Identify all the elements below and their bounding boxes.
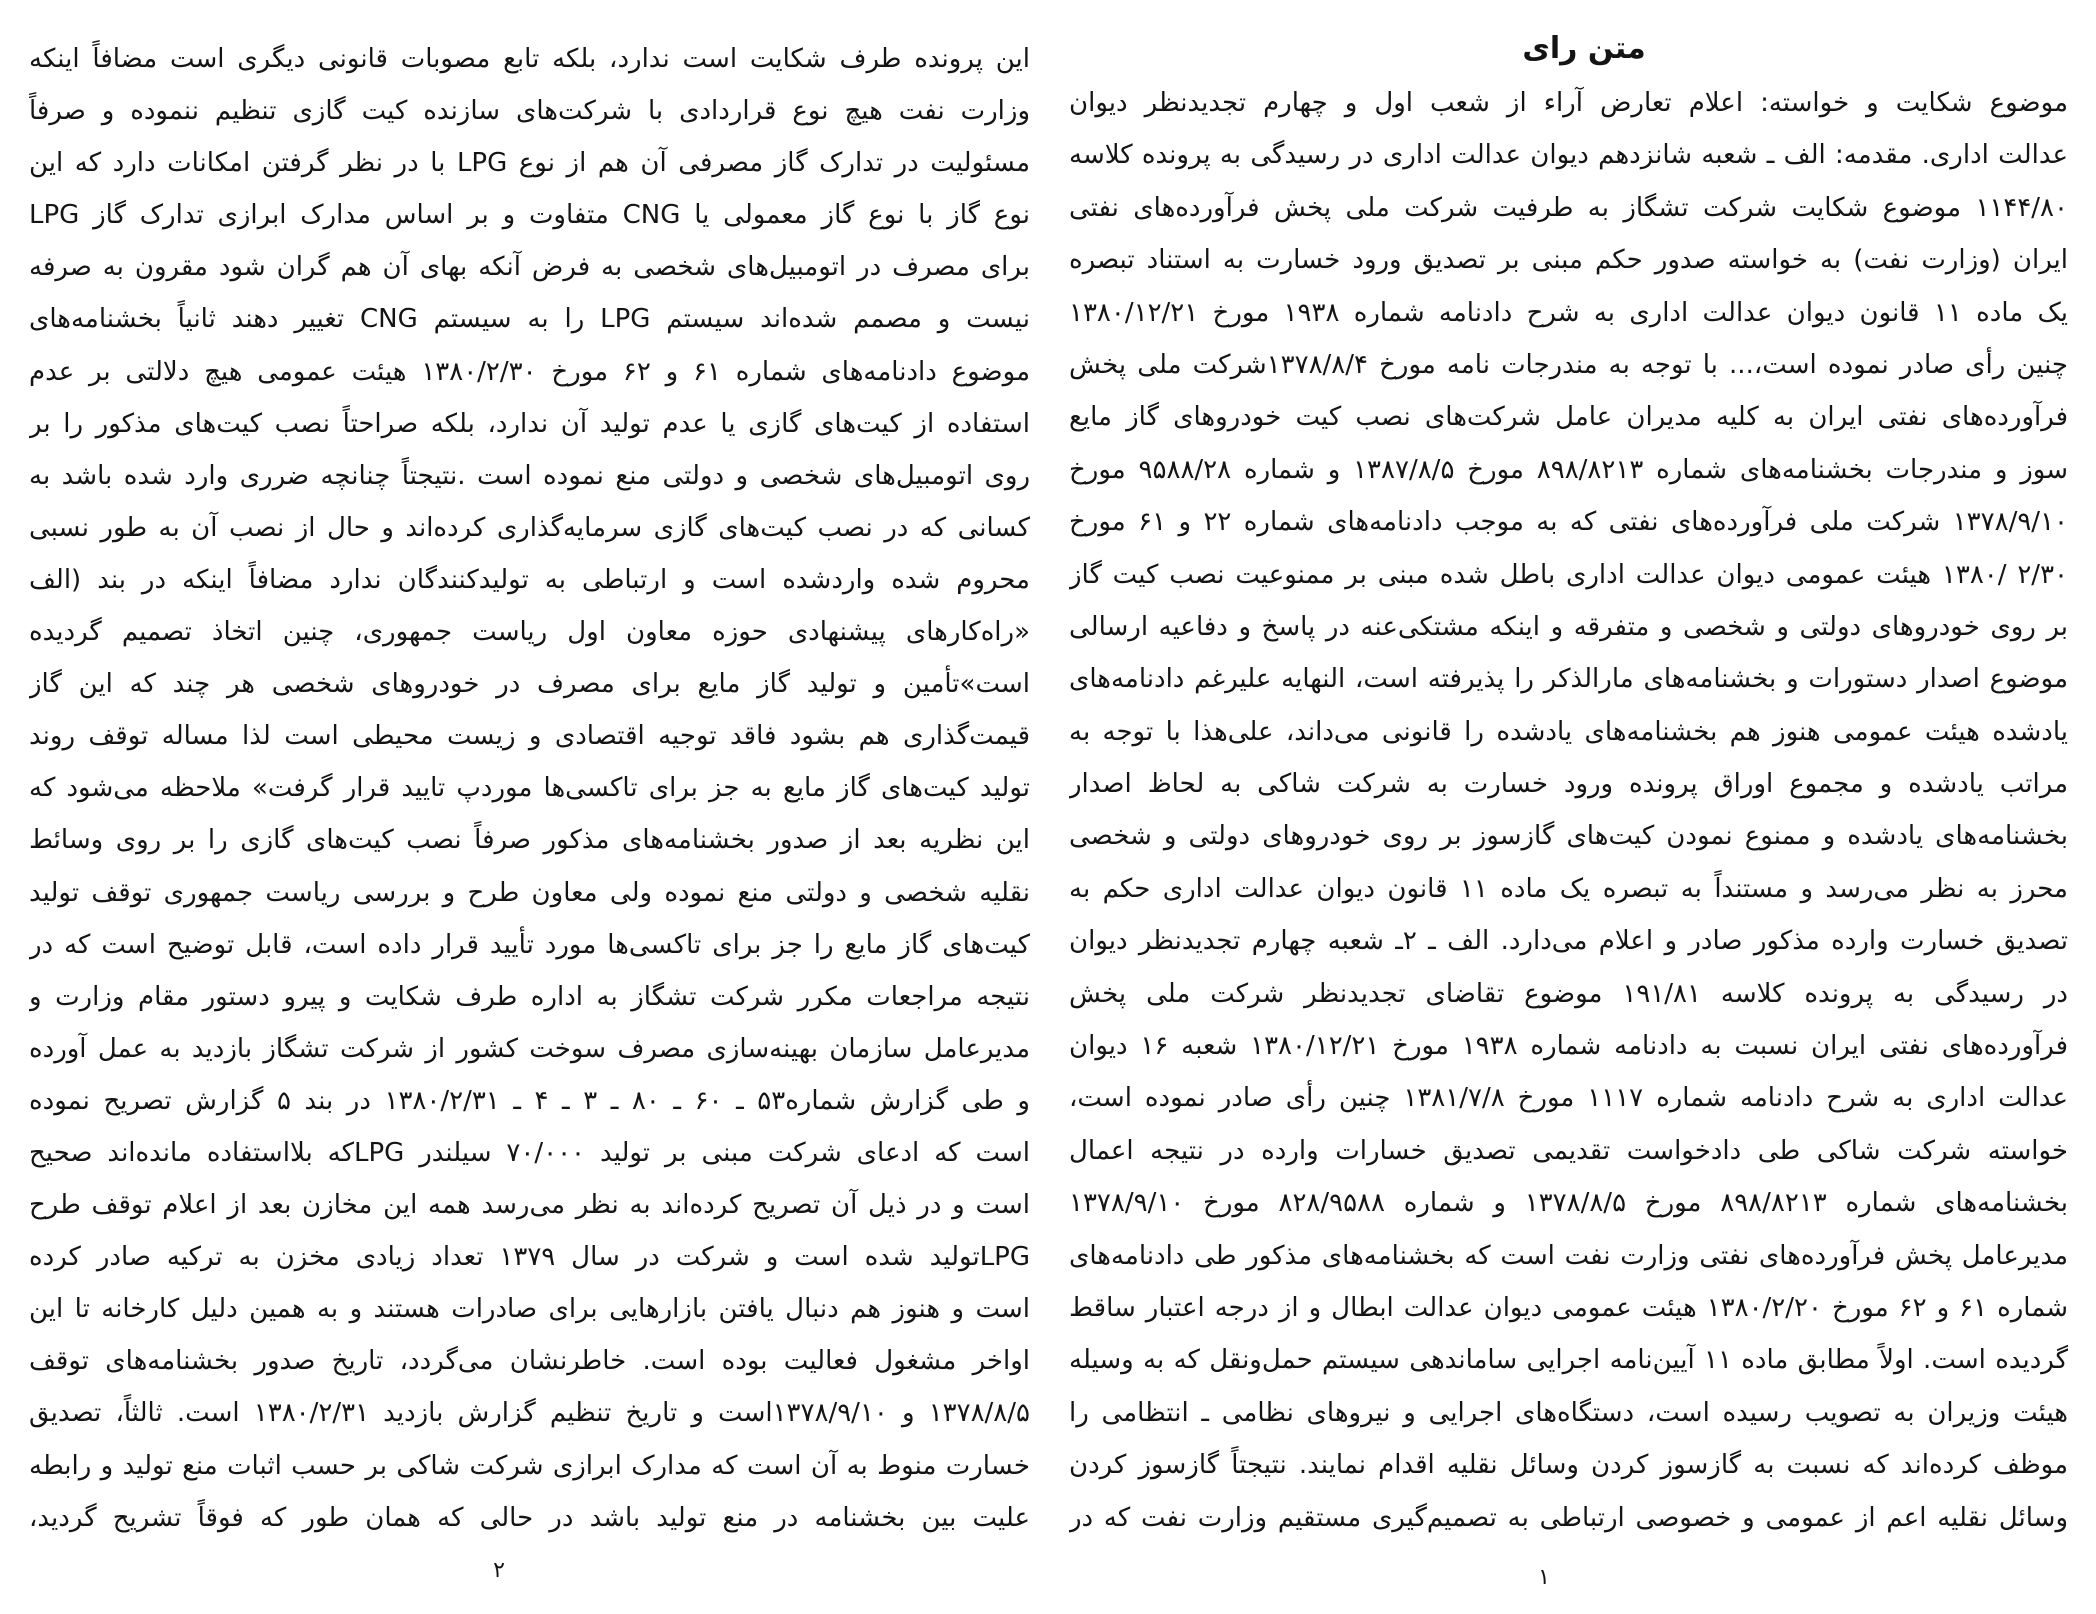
text-line: مدیرعامل پخش فرآورده‌های نفتی وزارت نفت است که بخشنامه‌های مذکور طی دادنامه‌های	[1069, 1240, 2068, 1271]
page-number: ۱	[1538, 1565, 1550, 1590]
text-line: این پرونده طرف شکایت است ندارد، بلکه تابع مصوبات قانونی دیگری است مضافاً اینکه	[29, 44, 1030, 74]
text-line: LPGتولید شده است و شرکت در سال ۱۳۷۹ تعداد زیادی مخزن به ترکیه صادر کرده	[29, 1242, 1030, 1273]
text-line: ۱۱۴۴/۸۰ موضوع شکایت شرکت تشگاز به طرفیت شرکت ملی پخش فرآورده‌های نفتی	[1069, 192, 2068, 223]
text-line: روی اتومبیل‌های شخصی و دولتی منع نموده است .نتیجتاً چنانچه ضرری وارد شده باشد به	[29, 460, 1030, 491]
text-line: موضوع دادنامه‌های شماره ۶۱ و ۶۲ مورخ ۱۳۸۰/۲/۳۰ هیئت عمومی هیچ دلالتی بر عدم	[29, 356, 1030, 387]
text-line: وسائل نقلیه اعم از عمومی و خصوصی ارتباطی به تصمیم‌گیری مستقیم وزارت نفت که در	[1069, 1502, 2068, 1533]
text-line: است و هنوز هم دنبال یافتن بازارهایی برای صادرات هستند و به همین دلیل کارخانه تا این	[29, 1294, 1030, 1325]
text-line: عدالت اداری. مقدمه: الف ـ شعبه شانزدهم دیوان عدالت اداری در رسیدگی به پرونده کلاسه	[1069, 140, 2068, 171]
text-line: تولید کیت‌های گاز مایع به جز برای تاکسی‌ها موردپ تایید قرار گرفت» ملاحظه می‌شود که	[29, 773, 1030, 804]
text-line: ایران (وزارت نفت) به خواسته صدور حکم مبنی بر تصدیق ورود خسارت به استناد تبصره	[1069, 245, 2068, 276]
text-line: محرز به نظر می‌رسد و مستنداً به تبصره یک ماده ۱۱ قانون دیوان عدالت اداری حکم به	[1069, 873, 2068, 904]
text-line: اواخر مشغول فعالیت بوده است. خاطرنشان می‌گردد، تاریخ صدور بخشنامه‌های توقف	[29, 1346, 1030, 1377]
text-line: تصدیق خسارت وارده مذکور صادر و اعلام می‌دارد. الف ـ ۲ـ شعبه چهارم تجدیدنظر دیوان	[1069, 926, 2068, 957]
text-line: یک ماده ۱۱ قانون دیوان عدالت اداری به شرح دادنامه شماره ۱۹۳۸ مورخ ۱۳۸۰/۱۲/۲۱	[1069, 297, 2068, 328]
text-line: هیئت وزیران به تصویب رسیده است، دستگاه‌های اجرایی و نیروهای نظامی ـ انتظامی را	[1069, 1397, 2068, 1428]
text-line: چنین رأی صادر نموده است،... با توجه به مندرجات نامه مورخ ۱۳۷۸/۸/۴شرکت ملی پخش	[1069, 349, 2068, 380]
text-line: نوع گاز با نوع گاز معمولی یا CNG متفاوت و بر اساس مدارک ابرازی تدارک گاز LPG	[29, 200, 1030, 231]
text-line: یادشده هیئت عمومی هنوز هم بخشنامه‌های یادشده را قانونی می‌داند، علی‌هذا با توجه به	[1069, 716, 2068, 747]
text-line: محروم شده واردشده است و ارتباطی به تولیدکنندگان ندارد مضافاً اینکه در بند (الف	[29, 564, 1030, 595]
text-line: برای مصرف در اتومبیل‌های شخصی به فرض آنکه بهای آن هم گران شود مقرون به صرفه	[29, 252, 1030, 283]
text-line: مسئولیت در تدارک گاز مصرفی آن هم از نوع LPG با در نظر گرفتن امکانات دارد که این	[29, 148, 1030, 179]
text-line: فرآورده‌های نفتی ایران به کلیه مدیران عامل شرکت‌های نصب کیت خودروهای گاز مایع	[1069, 402, 2068, 433]
text-line: مراتب یادشده و مجموع اوراق پرونده ورود خسارت به شرکت شاکی به لحاظ اصدار	[1069, 769, 2068, 800]
text-line: کیت‌های گاز مایع را جز برای تاکسی‌ها مورد تأیید قرار داده است، قابل توضیح است که در	[29, 929, 1030, 960]
text-line: بخشنامه‌های شماره ۸۹۸/۸۲۱۳ مورخ ۱۳۷۸/۸/۵ و شماره ۸۲۸/۹۵۸۸ مورخ ۱۳۷۸/۹/۱۰	[1069, 1188, 2068, 1219]
text-line: سوز و مندرجات بخشنامه‌های شماره ۸۹۸/۸۲۱۳ مورخ ۱۳۸۷/۸/۵ و شماره ۹۵۸۸/۲۸ مورخ	[1069, 454, 2068, 485]
text-line: فرآورده‌های نفتی ایران نسبت به دادنامه شماره ۱۹۳۸ مورخ ۱۳۸۰/۱۲/۲۱ شعبه ۱۶ دیوان	[1069, 1031, 2068, 1062]
text-line: است و در ذیل آن تصریح کرده‌اند به نظر می‌رسد همه این مخازن بعد از اعلام توقف طرح	[29, 1190, 1030, 1221]
text-line: قیمت‌گذاری هم بشود فاقد توجیه اقتصادی و زیست محیطی است لذا مساله توقف روند	[29, 721, 1030, 752]
text-line: کسانی که در نصب کیت‌های گازی سرمایه‌گذاری کرده‌اند و حال از نصب آن به طور نسبی	[29, 512, 1030, 543]
text-line: «راه‌کارهای پیشنهادی حوزه معاون اول ریاست جمهوری، چنین اتخاذ تصمیم گردیده	[29, 617, 1030, 648]
text-line: عدالت اداری به شرح دادنامه شماره ۱۱۱۷ مورخ ۱۳۸۱/۷/۸ چنین رأی صادر نموده است،	[1069, 1083, 2068, 1114]
text-line: موضوع اصدار دستورات و بخشنامه‌های مارالذکر را پذیرفته است، النهایه علیرغم دادنامه‌های	[1069, 664, 2068, 695]
text-line: موضوع شکایت و خواسته: اعلام تعارض آراء از شعب اول و چهارم تجدیدنظر دیوان	[1069, 88, 2068, 118]
page-title: متن رای	[1522, 31, 1646, 66]
text-line: این نظریه بعد از صدور بخشنامه‌های مذکور صرفاً نصب کیت‌های گازی را بر روی وسائط	[29, 825, 1030, 856]
text-line: بر روی خودروهای دولتی و شخصی و متفرقه و اینکه مشتکی‌عنه در پاسخ و دفاعیه ارسالی	[1069, 611, 2068, 642]
text-line: نیست و مصمم شده‌اند سیستم LPG را به سیستم CNG تغییر دهند ثانیاً بخشنامه‌های	[29, 304, 1030, 335]
text-line: علیت بین بخشنامه در منع تولید باشد در حالی که همان طور که فوقاً تشریح گردید،	[29, 1502, 1030, 1533]
text-line: نتیجه مراجعات مکرر شرکت تشگاز به اداره طرف شکایت و پیرو دستور مقام وزارت و	[29, 981, 1030, 1012]
page-number: ۲	[493, 1558, 505, 1583]
text-line: شماره ۶۱ و ۶۲ مورخ ۱۳۸۰/۲/۲۰ هیئت عمومی دیوان عدالت ابطال و از درجه اعتبار ساقط	[1069, 1292, 2068, 1323]
text-line: گردیده است. اولاً مطابق ماده ۱۱ آیین‌نامه اجرایی ساماندهی سیستم حمل‌ونقل که به وسیله	[1069, 1345, 2068, 1376]
text-line: نقلیه شخصی و دولتی منع نموده ولی معاون طرح و بررسی ریاست جمهوری توقف تولید	[29, 877, 1030, 908]
page-2-body	[29, 33, 1030, 1544]
text-line: مدیرعامل سازمان بهینه‌سازی مصرف سوخت کشور از شرکت تشگاز بازدید به عمل آورده	[29, 1033, 1030, 1064]
text-line: موظف کرده‌اند که نسبت به گازسوز کردن وسائل نقلیه اقدام نمایند. نتیجتاً گازسوز کردن	[1069, 1450, 2068, 1481]
page-1-body	[1069, 77, 2068, 1544]
text-line: است»تأمین و تولید گاز مایع برای مصرف در خودروهای شخصی هر چند که این گاز	[29, 669, 1030, 700]
text-line: و طی گزارش شماره۵۳ ـ ۶۰ ـ ۸۰ ـ ۳ ـ ۴ ـ ۱۳۸۰/۲/۳۱ در بند ۵ گزارش تصریح نموده	[29, 1085, 1030, 1116]
text-line: خواسته شرکت شاکی طی دادخواست تقدیمی تصدیق خسارات وارده در نتیجه اعمال	[1069, 1135, 2068, 1166]
text-line: در رسیدگی به پرونده کلاسه ۱۹۱/۸۱ موضوع تقاضای تجدیدنظر شرکت ملی پخش	[1069, 978, 2068, 1009]
text-line: بخشنامه‌های یادشده و ممنوع نمودن کیت‌های گازسوز بر روی خودروهای دولتی و شخصی	[1069, 821, 2068, 852]
text-line: خسارت منوط به آن است که مدارک ابرازی شرکت شاکی بر حسب اثبات منع تولید و رابطه	[29, 1450, 1030, 1481]
text-line: است که ادعای شرکت مبنی بر تولید ۷۰/۰۰۰ سیلندر LPGکه بلااستفاده مانده‌اند صحیح	[29, 1137, 1030, 1168]
text-line: ۲/۳۰ /۱۳۸۰ هیئت عمومی دیوان عدالت اداری باطل شده مبنی بر ممنوعیت نصب کیت گاز	[1069, 559, 2068, 590]
text-line: وزارت نفت هیچ نوع قراردادی با شرکت‌های سازنده کیت گازی تنظیم ننموده و صرفاً	[29, 96, 1030, 127]
text-line: استفاده از کیت‌های گازی یا عدم تولید آن ندارد، بلکه صراحتاً نصب کیت‌های مذکور را بر	[29, 408, 1030, 439]
text-line: ۱۳۷۸/۸/۵ و ۱۳۷۸/۹/۱۰است و تاریخ تنظیم گزارش بازدید ۱۳۸۰/۲/۳۱ است. ثالثاً، تصدیق	[29, 1398, 1030, 1429]
text-line: ۱۳۷۸/۹/۱۰ شرکت ملی فرآورده‌های نفتی که به موجب دادنامه‌های شماره ۲۲ و ۶۱ مورخ	[1069, 507, 2068, 538]
